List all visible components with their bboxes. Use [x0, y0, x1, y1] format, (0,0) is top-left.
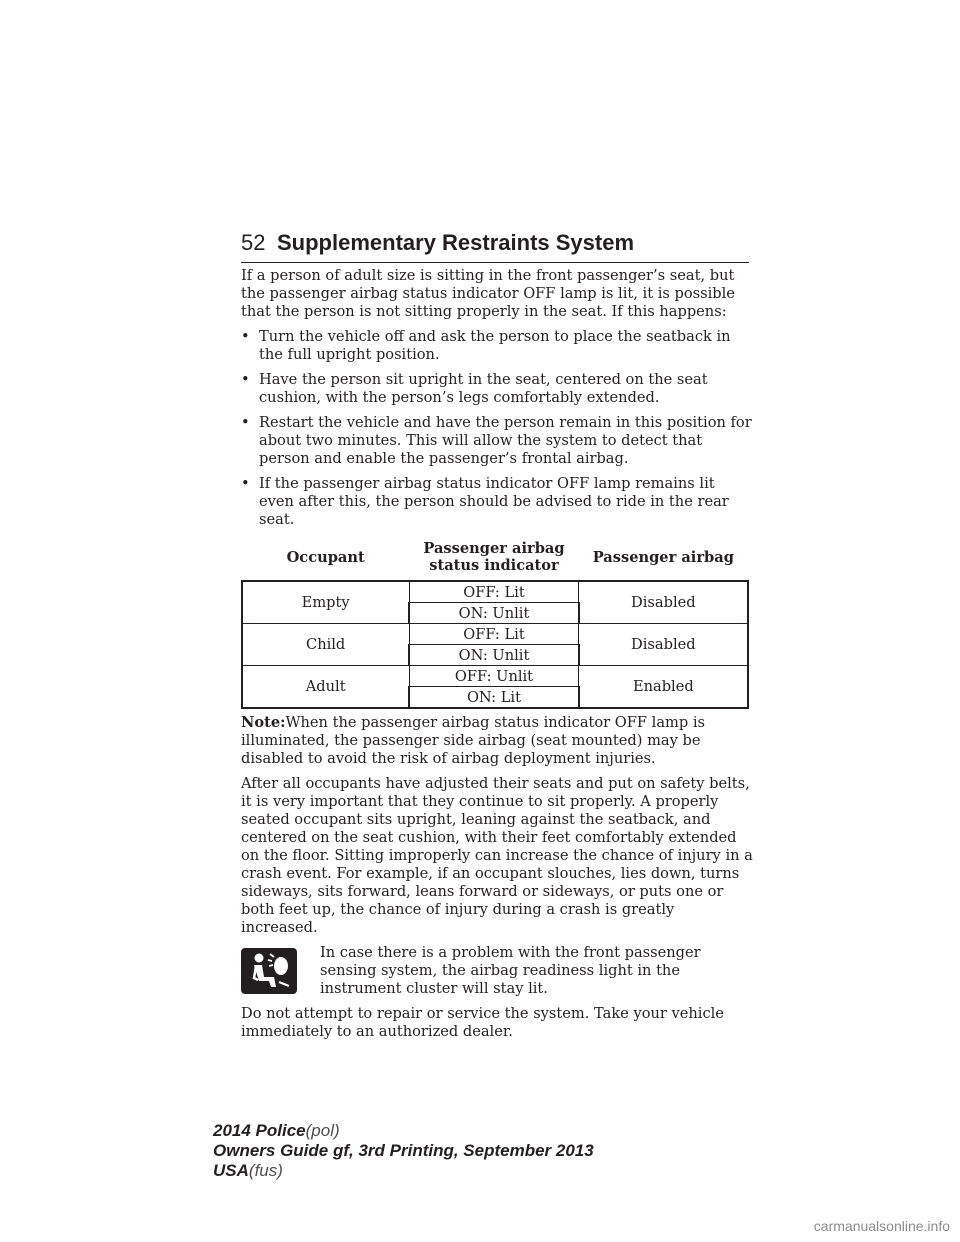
- airbag-warning-text: In case there is a problem with the front passenger sensing system, the airbag readiness light in the instrument cluster will stay lit.: [320, 944, 701, 997]
- airbag-status-table: [241, 536, 749, 709]
- airbag-state-cell: Disabled: [579, 581, 748, 624]
- list-item-text: Restart the vehicle and have the person remain in this position for about two minutes. This will allow the system to detect that person and enable the passenger’s frontal airbag.: [259, 414, 752, 467]
- bullet-icon: •: [241, 414, 250, 431]
- table-header-row: [242, 536, 748, 581]
- list-item: [241, 371, 753, 407]
- indicator-on-cell: ON: Unlit: [409, 603, 578, 624]
- closing-paragraph: Do not attempt to repair or service the system. Take your vehicle immediately to an authorized dealer.: [241, 1005, 724, 1040]
- list-item: [241, 414, 753, 468]
- column-header-airbag: Passenger airbag: [579, 536, 748, 581]
- page-body: [241, 267, 753, 1048]
- intro-paragraph: If a person of adult size is sitting in the front passenger’s seat, but the passenger airbag status indicator OFF lamp is lit, it is possible that the person is not sitting properly in the seat. If this happens:: [241, 267, 735, 320]
- list-item: [241, 328, 753, 364]
- occupant-cell: Adult: [242, 666, 409, 709]
- footer-market-code: (fus): [248, 1161, 283, 1180]
- list-item-text: If the passenger airbag status indicator OFF lamp remains lit even after this, the person should be advised to ride in the rear seat.: [259, 475, 729, 528]
- occupant-cell: Child: [242, 624, 409, 666]
- indicator-on-cell: ON: Lit: [409, 687, 578, 709]
- footer-model: 2014 Police: [213, 1121, 306, 1140]
- list-item-text: Have the person sit upright in the seat, centered on the seat cushion, with the person’s legs comfortably extended.: [259, 371, 708, 406]
- airbag-warning-block: [241, 944, 753, 998]
- airbag-state-cell: Enabled: [579, 666, 748, 709]
- page-header: [241, 228, 749, 263]
- bullet-icon: •: [241, 328, 250, 345]
- column-header-indicator: Passenger airbag status indicator: [409, 536, 578, 581]
- footer-market: USA: [213, 1161, 249, 1180]
- list-item: [241, 475, 753, 529]
- table-row: [242, 624, 748, 645]
- watermark: carmanualsonline.info: [813, 1218, 950, 1234]
- list-item-text: Turn the vehicle off and ask the person to place the seatback in the full upright position.: [259, 328, 731, 363]
- note-paragraph: [241, 714, 753, 768]
- indicator-off-cell: OFF: Lit: [409, 581, 578, 603]
- occupant-cell: Empty: [242, 581, 409, 624]
- page-footer: [213, 1121, 594, 1181]
- indicator-off-cell: OFF: Lit: [409, 624, 578, 645]
- section-title: Supplementary Restraints System: [277, 230, 635, 255]
- sitting-paragraph: After all occupants have adjusted their seats and put on safety belts, it is very important that they continue to sit properly. A properly seated occupant sits upright, leaning against the seatback, and centered on the seat cushion, with their feet comfortably extended on the floor. Sitting improperly can increase the chance of injury in a crash event. For example, if an occupant slouches, lies down, turns sideways, sits forward, leans forward or sideways, or puts one or both feet up, the chance of injury during a crash is greatly increased.: [241, 775, 753, 936]
- indicator-off-cell: OFF: Unlit: [409, 666, 578, 687]
- footer-line-3: [213, 1161, 594, 1181]
- airbag-state-cell: Disabled: [579, 624, 748, 666]
- column-header-occupant: Occupant: [242, 536, 409, 581]
- table-row: [242, 581, 748, 603]
- table-row: [242, 666, 748, 687]
- instruction-list: [241, 328, 753, 529]
- bullet-icon: •: [241, 371, 250, 388]
- note-text: When the passenger airbag status indicator OFF lamp is illuminated, the passenger side airbag (seat mounted) may be disabled to avoid the risk of airbag deployment injuries.: [241, 714, 705, 767]
- footer-line-1: [213, 1121, 594, 1141]
- indicator-on-cell: ON: Unlit: [409, 645, 578, 666]
- note-label: Note:: [241, 714, 286, 731]
- footer-line-2: Owners Guide gf, 3rd Printing, September 2013: [213, 1141, 594, 1160]
- page-number: 52: [241, 230, 266, 255]
- airbag-warning-icon: [241, 948, 297, 994]
- bullet-icon: •: [241, 475, 250, 492]
- footer-model-code: (pol): [305, 1121, 340, 1140]
